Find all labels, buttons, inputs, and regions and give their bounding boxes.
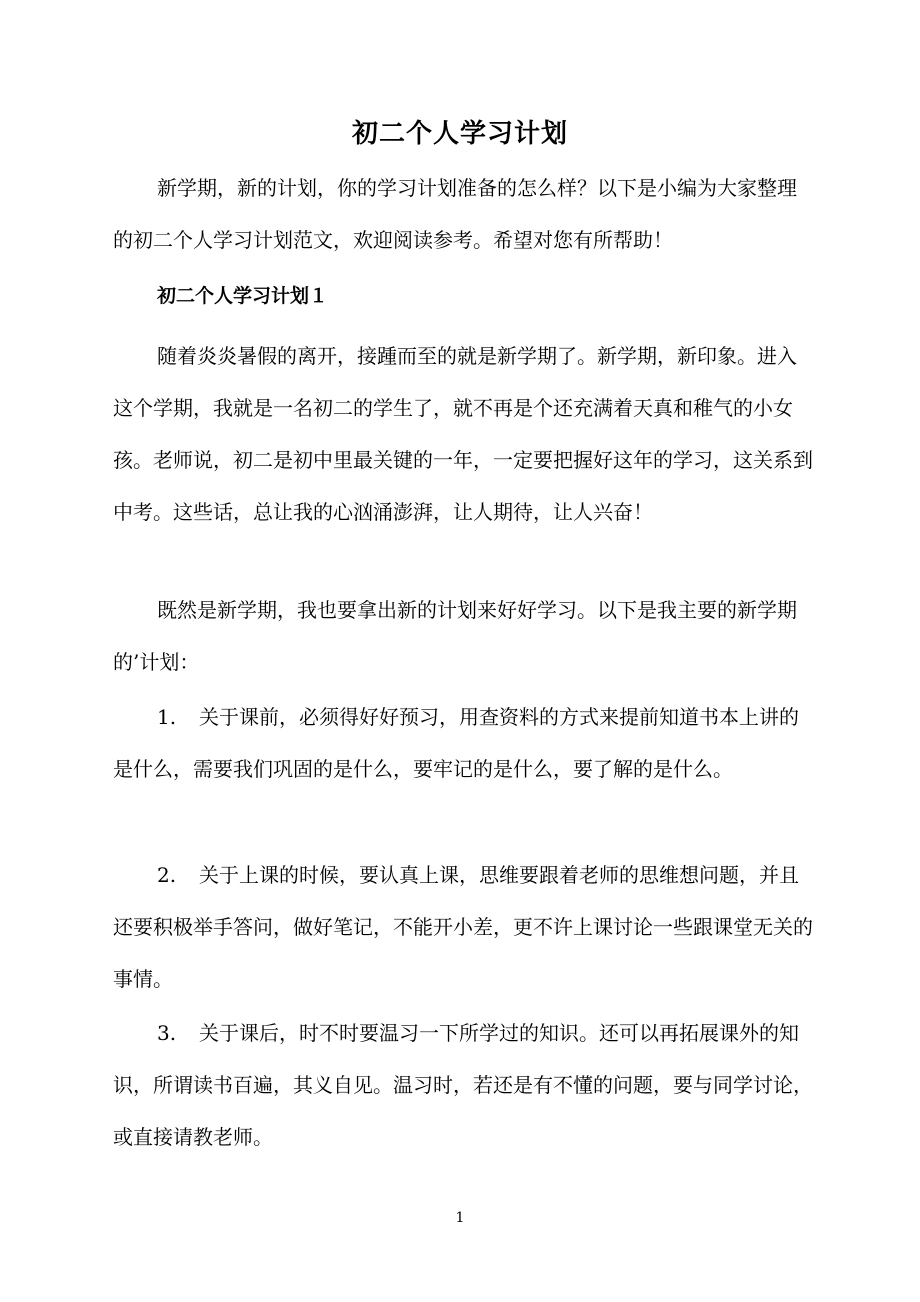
- document-title: 初二个人学习计划: [351, 119, 568, 149]
- body-paragraph-1: 随着炎炎暑假的离开，接踵而至的就是新学期了。新学期，新印象。进入这个学期，我就是一名初二的学生了，就不再是个还充满着天真和稚气的小女孩。老师说，初二是初中里最关键的一年，一定要把握好这年的学习，这关系到中考。这些话，总让我的心汹涌澎湃，让人期待，让人兴奋！: [113, 344, 813, 524]
- plan-item-3: [113, 1007, 813, 1163]
- plan-item-1: [113, 691, 813, 795]
- plan-item-text: 关于课前，必须得好好预习，用查资料的方式来提前知道书本上讲的是什么，需要我们巩固的是什么，要牢记的是什么，要了解的是什么。: [113, 705, 799, 781]
- plan-item-number: 1.: [157, 705, 177, 729]
- section-heading: 初二个人学习计划１: [157, 285, 329, 307]
- body-paragraph-2: 既然是新学期，我也要拿出新的计划来好好学习。以下是我主要的新学期的’计划：: [113, 598, 797, 674]
- plan-item-number: 3.: [157, 1021, 177, 1045]
- plan-item-number: 2.: [157, 863, 177, 887]
- intro-paragraph: 新学期，新的计划，你的学习计划准备的怎么样？以下是小编为大家整理的初二个人学习计划范文，欢迎阅读参考。希望对您有所帮助！: [113, 176, 797, 252]
- plan-item-text: 关于课后，时不时要温习一下所学过的知识。还可以再拓展课外的知识，所谓读书百遍，其义自见。温习时，若还是有不懂的问题，要与同学讨论，或直接请教老师。: [113, 1021, 813, 1149]
- plan-item-text: 关于上课的时候，要认真上课，思维要跟着老师的思维想问题，并且还要积极举手答问，做好笔记，不能开小差，更不许上课讨论一些跟课堂无关的事情。: [113, 863, 813, 991]
- page-number: 1: [455, 1210, 465, 1226]
- plan-item-2: [113, 849, 813, 1005]
